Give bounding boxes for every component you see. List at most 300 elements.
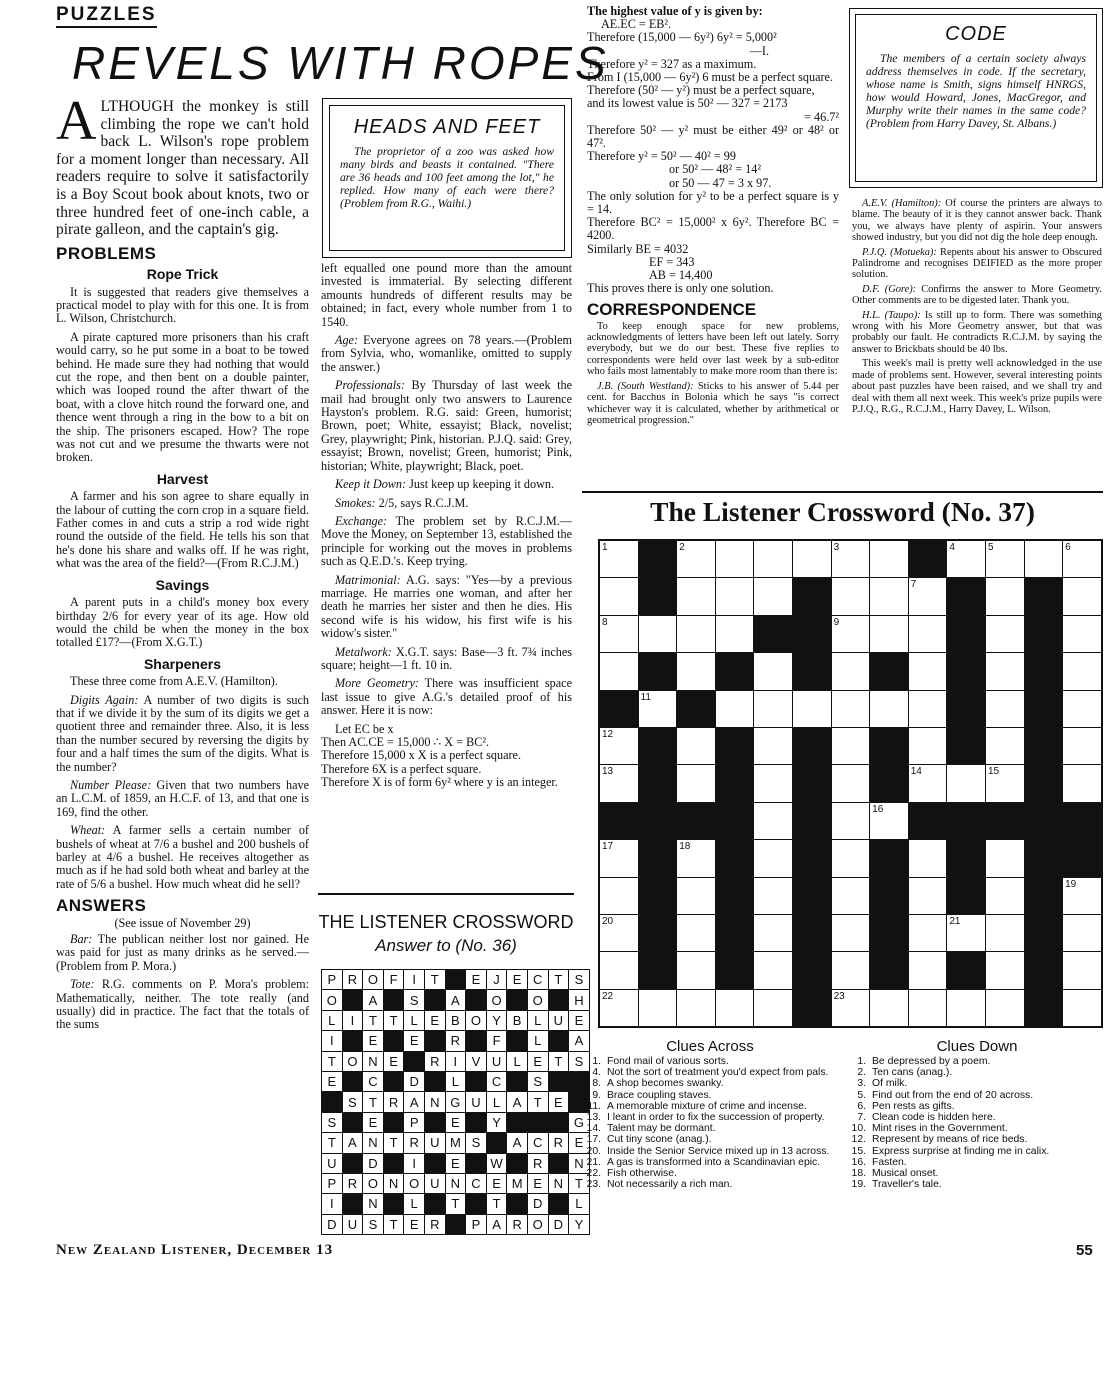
- geom-r6: From I (15,000 — 6y²) 6 must be a perfect square.: [587, 70, 833, 85]
- answer-cell: E: [569, 1133, 590, 1153]
- crossword-cell[interactable]: [908, 727, 947, 764]
- clue-text: Talent may be dormant.: [607, 1123, 716, 1135]
- answer-cell: S: [569, 1051, 590, 1071]
- crossword-cell[interactable]: [870, 989, 909, 1027]
- clue-number: 16: [872, 803, 884, 815]
- clue-down: [840, 1123, 1102, 1134]
- answer-cell: E: [363, 1031, 384, 1051]
- clue-number: 9: [833, 616, 840, 628]
- black-square: [1024, 765, 1063, 802]
- black-square: [870, 765, 909, 802]
- crossword-cell[interactable]: [908, 765, 947, 802]
- crossword-cell[interactable]: [1063, 578, 1102, 615]
- crossword-cell[interactable]: [831, 727, 870, 764]
- black-square: [870, 840, 909, 877]
- crossword-cell[interactable]: [677, 952, 716, 989]
- crossword-cell[interactable]: [715, 615, 754, 652]
- middle-prof: Professionals: By Thursday of last week the mail had brought only two answers to Laurence Hayston's problem. R.G. said: Green, humorist; Brown, poet; White, essayist; Black, novelist; Grey, playwright; Pink, historian. P.J.Q. said: Grey, essayist; Brown, novelist; Green, humorist; Pink, historian; White, playwright; Black, poet.: [321, 378, 572, 473]
- answer-cell: T: [383, 1133, 404, 1153]
- crossword-cell[interactable]: [638, 615, 677, 652]
- crossword-cell[interactable]: [908, 989, 947, 1027]
- crossword-cell[interactable]: [1063, 765, 1102, 802]
- answer-cell: M: [445, 1133, 466, 1153]
- geom-r7: Therefore (50² — y²) must be a perfect square,: [587, 83, 815, 98]
- answer-cell: S: [404, 990, 425, 1010]
- geom-r5: Therefore y² = 327 as a maximum.: [587, 56, 757, 71]
- clue-down: [840, 1090, 1102, 1101]
- clue-number-label: 3.: [857, 1078, 866, 1090]
- clue-number-label: 7.: [857, 1112, 866, 1124]
- answer-cell: [445, 1214, 466, 1234]
- corr-aev: A.E.V. (Hamilton): Of course the printers are always to blame. The beauty of it is they cannot answer back. Thank you, we always have plenty of aspirin. Your answers showed industry, but you did not dig the hole deep enough.: [852, 198, 1102, 244]
- geom-r2: AE.EC = EB².: [601, 17, 672, 32]
- crossword-cell[interactable]: [638, 690, 677, 727]
- black-square: [599, 690, 638, 727]
- black-square: [599, 802, 638, 839]
- crossword-cell[interactable]: [599, 578, 638, 615]
- clue-across: [575, 1123, 843, 1134]
- middle-exchange: Exchange: The problem set by R.C.J.M.—Move the Money, on September 13, established the principle for working out the moves in problems such as Q.E.D.'s. Keep trying.: [321, 513, 572, 569]
- clue-number-label: 1.: [857, 1056, 866, 1067]
- black-square: [1024, 727, 1063, 764]
- geom-r16: Similarly BE = 4032: [587, 241, 689, 256]
- answer-cell: [342, 1194, 363, 1214]
- answer-cell: [507, 1112, 528, 1132]
- crossword-cell[interactable]: [908, 952, 947, 989]
- crossword-cell[interactable]: [985, 653, 1024, 690]
- answer-cell: U: [322, 1153, 343, 1173]
- crossword-cell[interactable]: [831, 653, 870, 690]
- black-square: [1024, 877, 1063, 914]
- crossword-cell[interactable]: [677, 840, 716, 877]
- black-square: [947, 952, 986, 989]
- crossword-cell[interactable]: [792, 690, 831, 727]
- crossword-cell[interactable]: [677, 727, 716, 764]
- crossword-cell[interactable]: [985, 989, 1024, 1027]
- crossword-cell[interactable]: [1063, 952, 1102, 989]
- black-square: [947, 727, 986, 764]
- crossword-cell[interactable]: [985, 690, 1024, 727]
- crossword-cell[interactable]: [947, 765, 986, 802]
- crossword-cell[interactable]: [599, 952, 638, 989]
- crossword-cell[interactable]: [870, 615, 909, 652]
- answer-cell: A: [445, 990, 466, 1010]
- crossword-cell[interactable]: [599, 765, 638, 802]
- answer-cell: L: [404, 1194, 425, 1214]
- crossword-cell[interactable]: [677, 653, 716, 690]
- crossword-cell[interactable]: [908, 914, 947, 951]
- answer-cell: E: [424, 1010, 445, 1030]
- crossword-cell[interactable]: [599, 540, 638, 578]
- answer-cell: T: [322, 1133, 343, 1153]
- answer-cell: N: [445, 1173, 466, 1193]
- clue-number: 15: [987, 766, 1000, 778]
- crossword-cell[interactable]: [715, 540, 754, 578]
- clue-text: Cut tiny scone (anag.).: [607, 1134, 712, 1146]
- answer-cell: [466, 990, 487, 1010]
- black-square: [715, 840, 754, 877]
- crossword-cell[interactable]: [985, 877, 1024, 914]
- black-square: [638, 877, 677, 914]
- answer-cell: G: [569, 1112, 590, 1132]
- column-right-small: [852, 198, 1102, 418]
- answer-cell: O: [404, 1173, 425, 1193]
- black-square: [792, 914, 831, 951]
- crossword-cell[interactable]: [1063, 653, 1102, 690]
- crossword-cell[interactable]: [831, 690, 870, 727]
- crossword-cell[interactable]: [754, 952, 793, 989]
- crossword-rule: [582, 491, 1103, 493]
- answer-cell: P: [322, 970, 343, 990]
- clue-text: Express surprise at finding me in calix.: [872, 1145, 1050, 1157]
- answer-cell: U: [486, 1051, 507, 1071]
- crossword-cell[interactable]: [1063, 727, 1102, 764]
- black-square: [792, 653, 831, 690]
- crossword-cell[interactable]: [1063, 877, 1102, 914]
- crossword-cell[interactable]: [831, 914, 870, 951]
- clue-text: Inside the Senior Service mixed up in 13 across.: [607, 1145, 830, 1157]
- crossword-cell[interactable]: [1063, 914, 1102, 951]
- answer-cell: D: [527, 1194, 548, 1214]
- answer-cell: T: [363, 1092, 384, 1112]
- crossword-cell[interactable]: [831, 877, 870, 914]
- crossword-cell[interactable]: [715, 690, 754, 727]
- answer-cell: [507, 1031, 528, 1051]
- geom-r9: = 46.7²: [804, 109, 839, 124]
- answer-cell: D: [548, 1214, 569, 1234]
- black-square: [870, 727, 909, 764]
- crossword-cell[interactable]: [599, 877, 638, 914]
- answer-cell: N: [363, 1051, 384, 1071]
- answer-cell: T: [445, 1194, 466, 1214]
- geom-r15: Therefore BC² = 15,000² x 6y². Therefore BC = 4200.: [587, 215, 839, 243]
- number-please: Number Please: Given that two numbers have an L.C.M. of 1859, an H.C.F. of 13, and that one is 169, find the other.: [56, 777, 309, 819]
- crossword-cell[interactable]: [908, 877, 947, 914]
- crossword-cell[interactable]: [677, 989, 716, 1027]
- crossword-cell[interactable]: [985, 914, 1024, 951]
- black-square: [947, 690, 986, 727]
- black-square: [638, 653, 677, 690]
- crossword-cell[interactable]: [985, 540, 1024, 578]
- black-square: [792, 952, 831, 989]
- answer-cell: [383, 1112, 404, 1132]
- answer-cell: L: [527, 1031, 548, 1051]
- geom-r1: The highest value of y is given by:: [587, 4, 763, 18]
- answer-cell: A: [404, 1092, 425, 1112]
- answer-cell: A: [486, 1214, 507, 1234]
- corr-final: This week's mail is pretty well acknowledged in the use made of problems sent. However, several interesting points about past puzzles have been raised, and we shall try and deal with them all next week. This week's prize pupils were P.J.Q., R.G., R.C.J.M., Harry Davey, L. Wilson.: [852, 358, 1102, 415]
- crossword-cell[interactable]: [638, 989, 677, 1027]
- crossword-cell[interactable]: [677, 578, 716, 615]
- answer-cell: F: [383, 970, 404, 990]
- answer-cell: P: [322, 1173, 343, 1193]
- geometry-line-1: Let EC be x: [335, 721, 394, 736]
- clue-across: [575, 1112, 843, 1123]
- answer-cell: T: [424, 970, 445, 990]
- crossword-cell[interactable]: [985, 840, 1024, 877]
- black-square: [870, 952, 909, 989]
- correspondence-heading: CORRESPONDENCE: [587, 300, 757, 320]
- crossword-cell[interactable]: [831, 840, 870, 877]
- crossword-cell[interactable]: [870, 690, 909, 727]
- answer-cell: T: [569, 1173, 590, 1193]
- answer-cell: T: [363, 1010, 384, 1030]
- clue-number: 18: [679, 841, 691, 853]
- black-square: [792, 840, 831, 877]
- answer-cell: [548, 1112, 569, 1132]
- answer-cell: R: [548, 1133, 569, 1153]
- black-square: [1063, 840, 1102, 877]
- clue-across: [575, 1179, 843, 1190]
- crossword-cell[interactable]: [754, 653, 793, 690]
- clue-across: [575, 1168, 843, 1179]
- crossword-cell[interactable]: [985, 952, 1024, 989]
- crossword-cell[interactable]: [599, 615, 638, 652]
- crossword-cell[interactable]: [1063, 540, 1102, 578]
- answer-cell: [342, 1031, 363, 1051]
- clue-text: Ten cans (anag.).: [872, 1067, 953, 1079]
- answer-cell: [383, 1153, 404, 1173]
- crossword-cell[interactable]: [985, 615, 1024, 652]
- answer-cell: [342, 1153, 363, 1173]
- black-square: [792, 615, 831, 652]
- answer-cell: [548, 1071, 569, 1091]
- crossword-cell[interactable]: [754, 989, 793, 1027]
- clue-text: Fond mail of various sorts.: [607, 1056, 729, 1067]
- black-square: [947, 877, 986, 914]
- clues-across-list: [575, 1056, 843, 1190]
- black-square: [1063, 802, 1102, 839]
- clue-text: A memorable mixture of crime and incense.: [607, 1100, 807, 1112]
- crossword-cell[interactable]: [1063, 989, 1102, 1027]
- answer-cell: C: [363, 1071, 384, 1091]
- crossword-cell[interactable]: [947, 914, 986, 951]
- answer-cell: C: [466, 1173, 487, 1193]
- black-square: [638, 914, 677, 951]
- intro-paragraph: [56, 90, 309, 239]
- answer-cell: O: [363, 970, 384, 990]
- clue-number: 22: [602, 990, 614, 1002]
- clue-number-label: 10.: [851, 1123, 866, 1135]
- answer-cell: E: [322, 1071, 343, 1091]
- geom-r11: Therefore y² = 50² — 40² = 99: [587, 149, 736, 164]
- crossword-cell[interactable]: [754, 578, 793, 615]
- answer-cell: R: [424, 1051, 445, 1071]
- clue-text: Clean code is hidden here.: [872, 1112, 996, 1124]
- crossword-cell[interactable]: [677, 877, 716, 914]
- clue-number: 1: [602, 542, 608, 553]
- crossword-cell[interactable]: [715, 578, 754, 615]
- answer-cell: I: [322, 1031, 343, 1051]
- crossword-cell[interactable]: [677, 540, 716, 578]
- answer-cell: [507, 1194, 528, 1214]
- answer-cell: U: [342, 1214, 363, 1234]
- crossword-cell[interactable]: [831, 989, 870, 1027]
- clue-number-label: 12.: [851, 1134, 866, 1146]
- crossword-cell[interactable]: [908, 578, 947, 615]
- crossword-cell[interactable]: [599, 840, 638, 877]
- crossword-cell[interactable]: [1024, 540, 1063, 578]
- crossword-cell[interactable]: [985, 765, 1024, 802]
- answer-cell: T: [548, 970, 569, 990]
- black-square: [638, 952, 677, 989]
- crossword-cell[interactable]: [792, 540, 831, 578]
- clue-text: Fasten.: [872, 1156, 907, 1168]
- crossword-cell[interactable]: [599, 727, 638, 764]
- clue-down: [840, 1179, 1102, 1190]
- answer-cell: [342, 990, 363, 1010]
- black-square: [1024, 952, 1063, 989]
- crossword-cell[interactable]: [677, 914, 716, 951]
- answer-cell: L: [507, 1051, 528, 1071]
- crossword-cell[interactable]: [754, 727, 793, 764]
- answer-cell: L: [486, 1092, 507, 1112]
- answer-cell: O: [527, 1214, 548, 1234]
- black-square: [947, 653, 986, 690]
- crossword-cell[interactable]: [908, 615, 947, 652]
- answer-cell: S: [342, 1092, 363, 1112]
- answer-cell: I: [342, 1010, 363, 1030]
- answer-cell: Y: [569, 1214, 590, 1234]
- clue-text: Represent by means of rice beds.: [872, 1134, 1028, 1146]
- clue-down: [840, 1134, 1102, 1145]
- answer-cell: E: [527, 1051, 548, 1071]
- answer-cell: O: [363, 1173, 384, 1193]
- crossword-cell[interactable]: [677, 615, 716, 652]
- crossword-cell[interactable]: [908, 840, 947, 877]
- clue-across: [575, 1056, 843, 1067]
- answer-cell: R: [383, 1092, 404, 1112]
- answer-crossword-rule: [318, 893, 574, 895]
- clue-number: 3: [833, 542, 840, 553]
- answer-cell: I: [445, 1051, 466, 1071]
- savings-p1: A parent puts in a child's money box every birthday 2/6 for every year of its age. How old would the child be when the money in the box totalled £17?—(From X.G.T.): [56, 595, 309, 650]
- clue-number-label: 1.: [592, 1056, 601, 1067]
- answer-cell: R: [342, 970, 363, 990]
- crossword-cell[interactable]: [985, 727, 1024, 764]
- middle-smokes: Smokes: 2/5, says R.C.J.M.: [335, 495, 469, 510]
- black-square: [715, 765, 754, 802]
- crossword-cell[interactable]: [754, 540, 793, 578]
- answer-cell: A: [507, 1133, 528, 1153]
- black-square: [947, 615, 986, 652]
- crossword-cell[interactable]: [715, 989, 754, 1027]
- crossword-cell[interactable]: [1063, 615, 1102, 652]
- answer-cell: [548, 1031, 569, 1051]
- clue-down: [840, 1168, 1102, 1179]
- answer-cell: E: [548, 1092, 569, 1112]
- crossword-cell[interactable]: [831, 578, 870, 615]
- answer-cell: [342, 1071, 363, 1091]
- geom-r4: —I.: [749, 43, 769, 58]
- answer-cell: [445, 970, 466, 990]
- clue-number: 20: [602, 915, 614, 927]
- clue-across: [575, 1157, 843, 1168]
- answer-cell: T: [322, 1051, 343, 1071]
- column-middle: [321, 262, 572, 790]
- clue-across: [575, 1146, 843, 1157]
- answer-cell: [507, 1153, 528, 1173]
- middle-keep: Keep it Down: Just keep up keeping it down.: [335, 477, 555, 492]
- crossword-cell[interactable]: [908, 653, 947, 690]
- crossword-cell[interactable]: [1063, 690, 1102, 727]
- answer-cell: Y: [486, 1010, 507, 1030]
- clue-number-label: 6.: [857, 1100, 866, 1112]
- clue-number: 8: [602, 616, 608, 628]
- crossword-cell[interactable]: [985, 578, 1024, 615]
- corr-df: D.F. (Gore): Confirms the answer to More Geometry. Other comments are to be digested later. Thank you.: [852, 283, 1102, 307]
- crossword-cell[interactable]: [870, 540, 909, 578]
- answer-cell: [424, 1031, 445, 1051]
- crossword-cell[interactable]: [870, 802, 909, 839]
- crossword-cell[interactable]: [599, 989, 638, 1027]
- crossword-cell[interactable]: [599, 653, 638, 690]
- answer-cell: [383, 1071, 404, 1091]
- answer-cell: [404, 1051, 425, 1071]
- crossword-cell[interactable]: [831, 540, 870, 578]
- black-square: [947, 578, 986, 615]
- black-square: [870, 653, 909, 690]
- clue-number: 7: [910, 579, 917, 591]
- black-square: [1024, 653, 1063, 690]
- answer-cell: R: [404, 1133, 425, 1153]
- crossword-cell[interactable]: [831, 802, 870, 839]
- answer-cell: L: [445, 1071, 466, 1091]
- crossword-cell[interactable]: [754, 840, 793, 877]
- answer-cell: N: [548, 1173, 569, 1193]
- middle-metalwork: Metalwork: X.G.T. says: Base—3 ft. 7¾ inches square; height—1 ft. 10 in.: [321, 644, 572, 672]
- clue-across: [575, 1101, 843, 1112]
- crossword-cell[interactable]: [947, 540, 986, 578]
- crossword-cell[interactable]: [908, 690, 947, 727]
- crossword-cell[interactable]: [754, 877, 793, 914]
- crossword-cell[interactable]: [599, 914, 638, 951]
- answer-cell: [424, 1153, 445, 1173]
- clue-text: I leant in order to fix the succession of property.: [607, 1112, 825, 1124]
- crossword-cell[interactable]: [947, 989, 986, 1027]
- black-square: [792, 727, 831, 764]
- black-square: [792, 802, 831, 839]
- footer-page: 55: [1076, 1242, 1093, 1259]
- answer-cell: E: [486, 1173, 507, 1193]
- crossword-cell[interactable]: [831, 615, 870, 652]
- crossword-cell[interactable]: [870, 578, 909, 615]
- crossword-cell[interactable]: [754, 802, 793, 839]
- crossword-cell[interactable]: [831, 952, 870, 989]
- column-left: [56, 90, 309, 1037]
- answer-cell: C: [527, 1133, 548, 1153]
- problems-heading: PROBLEMS: [56, 243, 157, 263]
- answer-cell: N: [569, 1153, 590, 1173]
- crossword-cell[interactable]: [831, 765, 870, 802]
- crossword-cell[interactable]: [754, 765, 793, 802]
- clue-number: 17: [602, 841, 614, 853]
- clue-number: 6: [1065, 542, 1071, 553]
- black-square: [792, 989, 831, 1027]
- crossword-cell[interactable]: [754, 914, 793, 951]
- answer-cell: U: [548, 1010, 569, 1030]
- answer-cell: U: [424, 1173, 445, 1193]
- black-square: [1024, 615, 1063, 652]
- rope-trick-title: Rope Trick: [146, 266, 219, 283]
- answer-cell: E: [404, 1031, 425, 1051]
- answer-cell: V: [466, 1051, 487, 1071]
- crossword-cell[interactable]: [754, 690, 793, 727]
- middle-p1: left equalled one pound more than the amount invested is immaterial. By selecting different amounts hundreds of different results may be obtained; in fact, every whole number from 1 to 1540.: [321, 261, 572, 329]
- answer-cell: C: [527, 970, 548, 990]
- geom-r19: This proves there is only one solution.: [587, 281, 774, 296]
- crossword-cell[interactable]: [677, 765, 716, 802]
